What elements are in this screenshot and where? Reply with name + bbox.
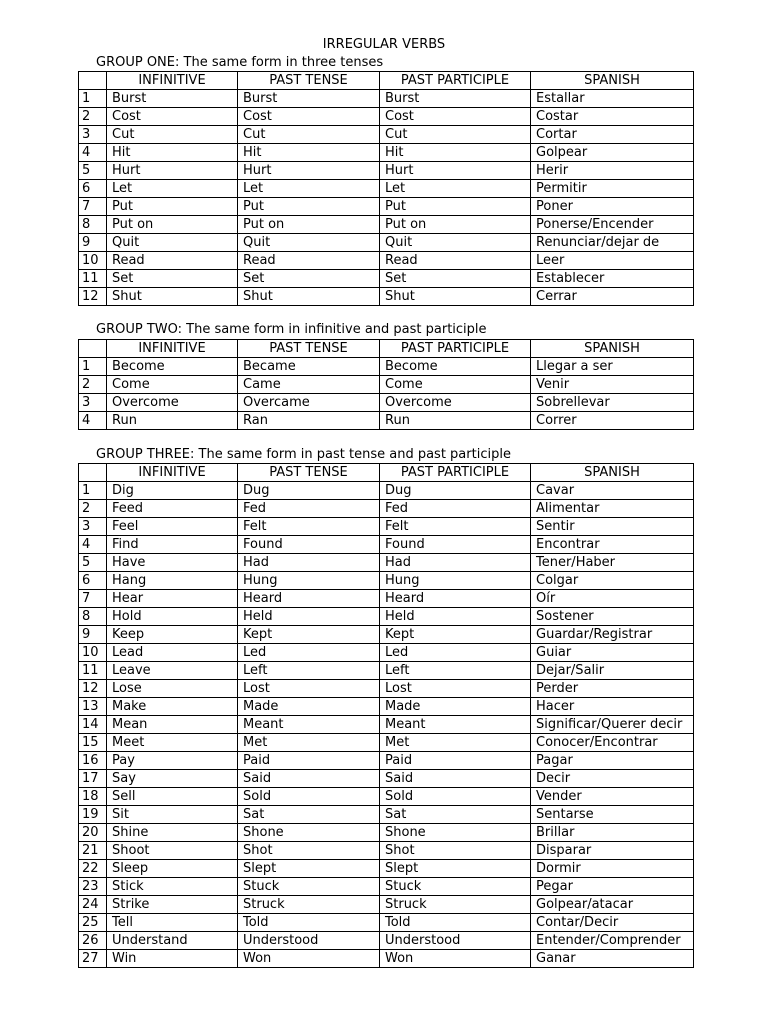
past-tense-column-header: PAST TENSE [238,464,380,482]
past-participle-cell: Lost [380,680,531,698]
past-tense-cell: Paid [238,752,380,770]
document-title: IRREGULAR VERBS [322,37,446,52]
past-tense-cell: Hit [238,144,380,162]
past-participle-cell: Slept [380,860,531,878]
table-row [79,394,694,412]
spanish-cell: Tener/Haber [531,554,694,572]
spanish-cell: Colgar [531,572,694,590]
past-tense-cell: Came [238,376,380,394]
row-number-cell: 5 [79,554,107,572]
infinitive-cell: Shut [107,288,238,306]
infinitive-cell: Lead [107,644,238,662]
row-number-cell: 2 [79,376,107,394]
spanish-cell: Hacer [531,698,694,716]
spanish-cell: Pagar [531,752,694,770]
past-tense-column-header: PAST TENSE [238,340,380,358]
past-tense-cell: Fed [238,500,380,518]
past-tense-cell: Shone [238,824,380,842]
infinitive-cell: Put on [107,216,238,234]
spanish-cell: Ganar [531,950,694,968]
spanish-cell: Correr [531,412,694,430]
spanish-cell: Conocer/Encontrar [531,734,694,752]
spanish-cell: Sentarse [531,806,694,824]
infinitive-cell: Meet [107,734,238,752]
row-number-cell: 4 [79,412,107,430]
past-tense-cell: Set [238,270,380,288]
past-participle-cell: Hurt [380,162,531,180]
row-number-cell: 16 [79,752,107,770]
past-participle-cell: Paid [380,752,531,770]
table-row [79,482,694,500]
past-participle-cell: Cut [380,126,531,144]
table-row [79,376,694,394]
row-number-cell: 8 [79,608,107,626]
past-tense-cell: Overcame [238,394,380,412]
table-row [79,518,694,536]
table-row [79,608,694,626]
number-column-header [79,340,107,358]
past-tense-cell: Hung [238,572,380,590]
spanish-cell: Estallar [531,90,694,108]
row-number-cell: 19 [79,806,107,824]
past-participle-cell: Held [380,608,531,626]
infinitive-cell: Lose [107,680,238,698]
infinitive-cell: Shoot [107,842,238,860]
row-number-cell: 21 [79,842,107,860]
past-participle-cell: Left [380,662,531,680]
row-number-cell: 10 [79,252,107,270]
table-row [79,644,694,662]
infinitive-cell: Hear [107,590,238,608]
past-participle-cell: Stuck [380,878,531,896]
past-tense-cell: Shot [238,842,380,860]
row-number-cell: 7 [79,198,107,216]
header-row [79,72,694,90]
row-number-cell: 6 [79,572,107,590]
row-number-cell: 2 [79,500,107,518]
spanish-cell: Dormir [531,860,694,878]
past-tense-cell: Quit [238,234,380,252]
table-row [79,108,694,126]
infinitive-cell: Overcome [107,394,238,412]
group-two-heading: GROUP TWO: The same form in infinitive and past participle [96,322,487,337]
past-participle-column-header: PAST PARTICIPLE [380,464,531,482]
row-number-cell: 12 [79,288,107,306]
past-tense-cell: Lost [238,680,380,698]
infinitive-cell: Read [107,252,238,270]
past-participle-cell: Shone [380,824,531,842]
past-tense-cell: Stuck [238,878,380,896]
spanish-cell: Decir [531,770,694,788]
past-tense-column-header: PAST TENSE [238,72,380,90]
spanish-cell: Dejar/Salir [531,662,694,680]
row-number-cell: 9 [79,234,107,252]
spanish-cell: Pegar [531,878,694,896]
spanish-cell: Renunciar/dejar de [531,234,694,252]
infinitive-cell: Hang [107,572,238,590]
infinitive-cell: Find [107,536,238,554]
table-row [79,752,694,770]
table-row [79,914,694,932]
spanish-cell: Sentir [531,518,694,536]
infinitive-cell: Quit [107,234,238,252]
spanish-cell: Entender/Comprender [531,932,694,950]
infinitive-cell: Pay [107,752,238,770]
past-participle-cell: Dug [380,482,531,500]
past-tense-cell: Found [238,536,380,554]
spanish-cell: Encontrar [531,536,694,554]
spanish-cell: Brillar [531,824,694,842]
past-tense-cell: Read [238,252,380,270]
spanish-cell: Ponerse/Encender [531,216,694,234]
past-participle-cell: Quit [380,234,531,252]
table-row [79,500,694,518]
past-tense-cell: Won [238,950,380,968]
infinitive-cell: Strike [107,896,238,914]
table-row [79,144,694,162]
past-participle-cell: Told [380,914,531,932]
infinitive-cell: Understand [107,932,238,950]
spanish-cell: Vender [531,788,694,806]
table-row [79,412,694,430]
table-row [79,252,694,270]
spanish-cell: Cerrar [531,288,694,306]
row-number-cell: 12 [79,680,107,698]
table-row [79,662,694,680]
past-participle-cell: Burst [380,90,531,108]
infinitive-cell: Say [107,770,238,788]
past-participle-cell: Sold [380,788,531,806]
table-row [79,198,694,216]
past-participle-cell: Kept [380,626,531,644]
infinitive-cell: Burst [107,90,238,108]
infinitive-cell: Cost [107,108,238,126]
past-tense-cell: Kept [238,626,380,644]
past-participle-cell: Overcome [380,394,531,412]
past-participle-cell: Understood [380,932,531,950]
infinitive-cell: Feel [107,518,238,536]
past-participle-cell: Put on [380,216,531,234]
past-participle-cell: Hung [380,572,531,590]
header-row [79,464,694,482]
row-number-cell: 5 [79,162,107,180]
infinitive-cell: Become [107,358,238,376]
spanish-column-header: SPANISH [531,340,694,358]
infinitive-cell: Let [107,180,238,198]
past-tense-cell: Cost [238,108,380,126]
row-number-cell: 1 [79,482,107,500]
spanish-cell: Oír [531,590,694,608]
row-number-cell: 8 [79,216,107,234]
infinitive-cell: Put [107,198,238,216]
row-number-cell: 10 [79,644,107,662]
row-number-cell: 11 [79,662,107,680]
past-tense-cell: Struck [238,896,380,914]
row-number-cell: 9 [79,626,107,644]
row-number-cell: 3 [79,518,107,536]
past-participle-cell: Let [380,180,531,198]
row-number-cell: 1 [79,358,107,376]
past-participle-column-header: PAST PARTICIPLE [380,72,531,90]
past-tense-cell: Ran [238,412,380,430]
infinitive-cell: Run [107,412,238,430]
spanish-cell: Cavar [531,482,694,500]
past-tense-cell: Burst [238,90,380,108]
infinitive-cell: Win [107,950,238,968]
spanish-cell: Permitir [531,180,694,198]
spanish-cell: Costar [531,108,694,126]
past-participle-cell: Meant [380,716,531,734]
table-row [79,270,694,288]
infinitive-cell: Have [107,554,238,572]
spanish-cell: Poner [531,198,694,216]
infinitive-cell: Sell [107,788,238,806]
past-tense-cell: Put [238,198,380,216]
infinitive-cell: Hold [107,608,238,626]
spanish-cell: Sostener [531,608,694,626]
past-participle-column-header: PAST PARTICIPLE [380,340,531,358]
row-number-cell: 6 [79,180,107,198]
infinitive-cell: Hit [107,144,238,162]
infinitive-cell: Mean [107,716,238,734]
table-row [79,932,694,950]
spanish-cell: Guiar [531,644,694,662]
infinitive-cell: Stick [107,878,238,896]
past-participle-cell: Made [380,698,531,716]
past-tense-cell: Left [238,662,380,680]
spanish-cell: Venir [531,376,694,394]
past-participle-cell: Become [380,358,531,376]
table-row [79,536,694,554]
table-row [79,180,694,198]
group-one-heading: GROUP ONE: The same form in three tenses [96,55,384,70]
spanish-cell: Golpear/atacar [531,896,694,914]
past-tense-cell: Put on [238,216,380,234]
past-participle-cell: Read [380,252,531,270]
table-row [79,90,694,108]
table-row [79,234,694,252]
past-participle-cell: Shot [380,842,531,860]
past-participle-cell: Cost [380,108,531,126]
row-number-cell: 3 [79,126,107,144]
past-tense-cell: Held [238,608,380,626]
table-row [79,896,694,914]
table-row [79,572,694,590]
infinitive-cell: Come [107,376,238,394]
number-column-header [79,72,107,90]
row-number-cell: 27 [79,950,107,968]
past-tense-cell: Met [238,734,380,752]
row-number-cell: 17 [79,770,107,788]
row-number-cell: 11 [79,270,107,288]
past-participle-cell: Led [380,644,531,662]
spanish-cell: Golpear [531,144,694,162]
infinitive-cell: Feed [107,500,238,518]
table-row [79,216,694,234]
past-tense-cell: Sat [238,806,380,824]
infinitive-cell: Leave [107,662,238,680]
spanish-cell: Alimentar [531,500,694,518]
row-number-cell: 4 [79,144,107,162]
past-participle-cell: Struck [380,896,531,914]
past-tense-cell: Sold [238,788,380,806]
spanish-cell: Guardar/Registrar [531,626,694,644]
row-number-cell: 7 [79,590,107,608]
group-three-heading: GROUP THREE: The same form in past tense and past participle [96,447,511,462]
past-tense-cell: Led [238,644,380,662]
past-participle-cell: Had [380,554,531,572]
group-two-table [78,339,694,430]
infinitive-cell: Make [107,698,238,716]
infinitive-column-header: INFINITIVE [107,72,238,90]
row-number-cell: 22 [79,860,107,878]
row-number-cell: 13 [79,698,107,716]
infinitive-cell: Sit [107,806,238,824]
infinitive-column-header: INFINITIVE [107,464,238,482]
row-number-cell: 2 [79,108,107,126]
past-tense-cell: Let [238,180,380,198]
spanish-cell: Establecer [531,270,694,288]
row-number-cell: 4 [79,536,107,554]
spanish-cell: Sobrellevar [531,394,694,412]
past-tense-cell: Became [238,358,380,376]
past-tense-cell: Told [238,914,380,932]
table-row [79,860,694,878]
table-row [79,824,694,842]
row-number-cell: 14 [79,716,107,734]
past-tense-cell: Had [238,554,380,572]
row-number-cell: 25 [79,914,107,932]
past-participle-cell: Found [380,536,531,554]
spanish-column-header: SPANISH [531,464,694,482]
table-row [79,806,694,824]
infinitive-cell: Sleep [107,860,238,878]
past-tense-cell: Made [238,698,380,716]
row-number-cell: 18 [79,788,107,806]
row-number-cell: 23 [79,878,107,896]
past-participle-cell: Felt [380,518,531,536]
past-tense-cell: Dug [238,482,380,500]
table-row [79,358,694,376]
past-participle-cell: Fed [380,500,531,518]
number-column-header [79,464,107,482]
row-number-cell: 20 [79,824,107,842]
table-row [79,626,694,644]
past-participle-cell: Won [380,950,531,968]
row-number-cell: 1 [79,90,107,108]
row-number-cell: 3 [79,394,107,412]
infinitive-cell: Shine [107,824,238,842]
infinitive-cell: Hurt [107,162,238,180]
past-tense-cell: Cut [238,126,380,144]
row-number-cell: 24 [79,896,107,914]
group-one-table [78,71,694,306]
past-tense-cell: Understood [238,932,380,950]
table-row [79,770,694,788]
table-row [79,734,694,752]
table-row [79,126,694,144]
infinitive-column-header: INFINITIVE [107,340,238,358]
row-number-cell: 26 [79,932,107,950]
table-row [79,842,694,860]
table-row [79,950,694,968]
table-row [79,680,694,698]
past-participle-cell: Shut [380,288,531,306]
past-participle-cell: Met [380,734,531,752]
spanish-cell: Cortar [531,126,694,144]
past-tense-cell: Slept [238,860,380,878]
spanish-cell: Llegar a ser [531,358,694,376]
table-row [79,788,694,806]
spanish-column-header: SPANISH [531,72,694,90]
table-row [79,554,694,572]
past-participle-cell: Set [380,270,531,288]
table-row [79,878,694,896]
infinitive-cell: Keep [107,626,238,644]
past-participle-cell: Heard [380,590,531,608]
table-row [79,716,694,734]
spanish-cell: Significar/Querer decir [531,716,694,734]
spanish-cell: Disparar [531,842,694,860]
past-participle-cell: Hit [380,144,531,162]
past-participle-cell: Come [380,376,531,394]
past-tense-cell: Said [238,770,380,788]
past-participle-cell: Said [380,770,531,788]
past-tense-cell: Shut [238,288,380,306]
table-row [79,590,694,608]
infinitive-cell: Tell [107,914,238,932]
table-row [79,288,694,306]
spanish-cell: Perder [531,680,694,698]
infinitive-cell: Dig [107,482,238,500]
past-tense-cell: Heard [238,590,380,608]
spanish-cell: Leer [531,252,694,270]
past-participle-cell: Put [380,198,531,216]
infinitive-cell: Set [107,270,238,288]
row-number-cell: 15 [79,734,107,752]
past-participle-cell: Run [380,412,531,430]
spanish-cell: Herir [531,162,694,180]
past-tense-cell: Meant [238,716,380,734]
past-tense-cell: Hurt [238,162,380,180]
table-row [79,698,694,716]
header-row [79,340,694,358]
group-three-table [78,463,694,968]
past-tense-cell: Felt [238,518,380,536]
infinitive-cell: Cut [107,126,238,144]
past-participle-cell: Sat [380,806,531,824]
spanish-cell: Contar/Decir [531,914,694,932]
table-row [79,162,694,180]
